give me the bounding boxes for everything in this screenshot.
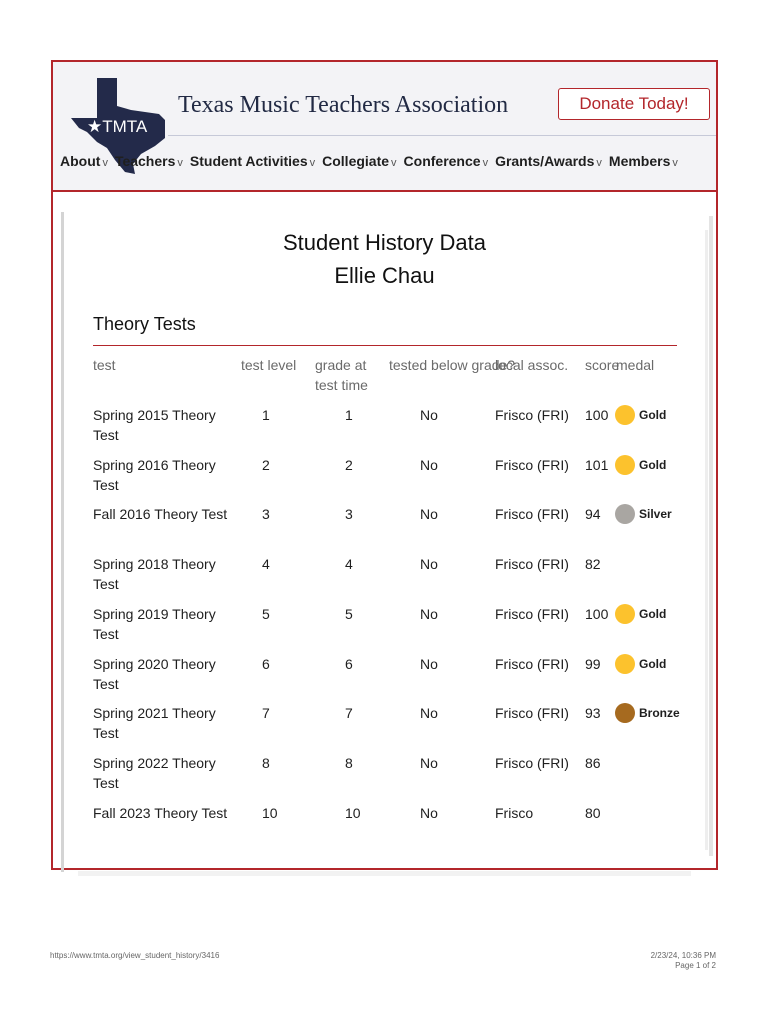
cell-below: No [420,407,438,423]
cell-test: Spring 2020 Theory Test [93,655,216,692]
cell-assoc: Frisco (FRI) [495,556,569,573]
cell-test: Fall 2023 Theory Test [93,804,228,821]
donate-button[interactable]: Donate Today! [558,88,710,120]
cell-level: 3 [262,506,270,523]
nav-item-conference[interactable]: Conference v [403,153,489,169]
medal-icon [615,604,635,624]
cell-grade: 3 [345,506,353,523]
cell-grade: 8 [345,754,353,771]
cell-score: 101 [585,456,609,473]
nav-item-grants-awards[interactable]: Grants/Awards v [495,153,602,169]
cell-test: Spring 2015 Theory Test [93,407,216,443]
cell-grade: 1 [345,407,353,423]
logo-text: ★TMTA [87,117,148,136]
cell-below: No [420,605,438,622]
cell-test: Fall 2016 Theory Test [93,506,228,523]
medal-badge [615,604,666,624]
card-bottom-shadow [78,871,691,876]
nav-item-collegiate[interactable]: Collegiate v [322,153,397,169]
cell-assoc: Frisco (FRI) [495,754,569,771]
cell-below: No [420,655,438,672]
chevron-down-icon: v [482,157,489,169]
cell-below: No [420,804,438,821]
card-shadow-inner [705,230,708,850]
cell-assoc: Frisco (FRI) [495,655,569,672]
column-header-test: test [93,357,116,373]
cell-assoc: Frisco (FRI) [495,456,569,473]
column-header-grade-at-test-time: grade at test time [315,357,368,393]
cell-below: No [420,556,438,573]
cell-test: Spring 2018 Theory Test [93,556,216,593]
medal-badge [615,504,672,524]
cell-score: 93 [585,705,601,722]
cell-level: 1 [262,407,270,423]
medal-icon [615,504,635,524]
cell-assoc: Frisco (FRI) [495,407,569,423]
cell-grade: 4 [345,556,353,573]
cell-level: 2 [262,456,270,473]
medal-label: Gold [639,457,667,472]
cell-score: 100 [585,605,609,622]
column-header-score: score [585,357,620,373]
medal-label: Bronze [639,706,680,721]
footer-page-number: Page 1 of 2 [675,961,716,970]
chevron-down-icon: v [391,157,397,169]
cell-test: Spring 2022 Theory Test [93,754,216,791]
medal-badge [615,455,666,475]
header-divider [168,135,716,136]
cell-level: 10 [262,804,278,821]
medal-badge [615,703,680,723]
cell-score: 94 [585,506,601,523]
column-header-test-level: test level [241,357,297,373]
cell-level: 6 [262,655,270,672]
cell-below: No [420,456,438,473]
medal-label: Gold [639,656,667,671]
footer-url: https://www.tmta.org/view_student_history/3416 [50,951,220,960]
medal-label: Gold [639,606,667,621]
cell-grade: 2 [345,456,353,473]
section-divider [93,345,677,346]
cell-level: 4 [262,556,270,573]
medal-label: Gold [639,408,667,422]
cell-below: No [420,506,438,523]
cell-assoc: Frisco (FRI) [495,506,569,523]
page-title: Student History Data [283,230,486,255]
nav-item-teachers[interactable]: Teachers v [114,153,183,169]
nav-item-student-activities[interactable]: Student Activities v [189,153,316,169]
cell-score: 100 [585,407,609,423]
nav-item-about[interactable]: About v [60,153,108,169]
cell-level: 8 [262,754,270,771]
footer-timestamp: 2/23/24, 10:36 PM [650,951,716,960]
card-shadow [709,216,713,856]
cell-grade: 7 [345,705,353,722]
chevron-down-icon: v [177,157,183,169]
chevron-down-icon: v [309,157,316,169]
cell-grade: 6 [345,655,353,672]
column-header-medal: medal [616,357,655,373]
column-header-local-assoc: local assoc. [495,357,569,373]
main-nav [60,153,685,169]
chevron-down-icon: v [672,157,678,169]
cell-assoc: Frisco [495,804,534,821]
cell-assoc: Frisco (FRI) [495,705,569,722]
cell-score: 80 [585,804,601,821]
cell-score: 99 [585,655,601,672]
medal-icon [615,703,635,723]
cell-grade: 5 [345,605,353,622]
medal-icon [615,455,635,475]
cell-assoc: Frisco (FRI) [495,605,569,622]
medal-label: Silver [639,507,672,522]
page-frame [51,60,718,870]
cell-score: 82 [585,556,601,573]
medal-badge [615,654,666,674]
chevron-down-icon: v [596,157,602,169]
site-title[interactable]: Texas Music Teachers Association [178,92,509,118]
medal-badge [615,405,666,425]
chevron-down-icon: v [102,157,108,169]
cell-below: No [420,705,438,722]
site-header [53,62,716,192]
cell-level: 7 [262,705,270,722]
cell-grade: 10 [345,804,361,821]
medal-icon [615,405,635,425]
student-name: Ellie Chau [334,263,435,288]
cell-level: 5 [262,605,270,622]
section-title: Theory Tests [93,314,196,334]
cell-score: 86 [585,754,601,771]
medal-icon [615,654,635,674]
cell-test: Spring 2016 Theory Test [93,456,216,493]
column-header-tested-below-grade: tested below grade? [389,357,516,373]
cell-test: Spring 2019 Theory Test [93,605,216,642]
nav-item-members[interactable]: Members v [608,153,678,169]
cell-below: No [420,754,438,771]
footer-meta [651,951,716,971]
cell-test: Spring 2021 Theory Test [93,705,216,742]
